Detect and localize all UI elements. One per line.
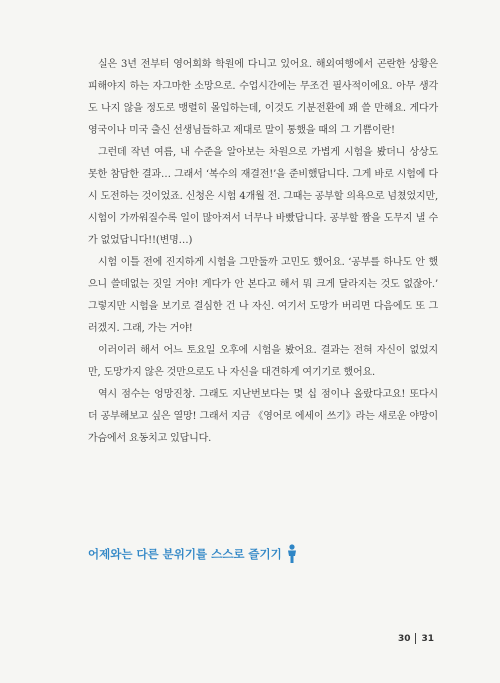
body-text bbox=[88, 54, 438, 450]
page-number-divider bbox=[415, 633, 416, 644]
paragraph-4: 이러이러 해서 어느 토요일 오후에 시험을 봤어요. 결과는 전혀 자신이 없었지만, 도망가지 않은 것만으로도 나 자신을 대견하게 여기기로 했어요. bbox=[88, 345, 438, 378]
page-number-footer bbox=[398, 633, 434, 644]
section-heading-text: 어제와는 다른 분위기를 스스로 즐기기 bbox=[88, 547, 282, 561]
paragraph-3: 시험 이틀 전에 진지하게 시험을 그만둘까 고민도 했어요. ‘공부를 하나도 안 했으니 쓸데없는 짓일 거야! 게다가 안 본다고 해서 뭐 크게 달라지는 것도 없잖아.’ 그렇지만 시험을 보기로 결심한 건 나 자신. 여기서 도망가 버리면 다음에도 또 그러겠지. 그래, 가는 거야! bbox=[88, 257, 438, 334]
paragraph-2: 그런데 작년 여름, 내 수준을 알아보는 차원으로 가볍게 시험을 봤더니 상상도 못한 참담한 결과… 그래서 ‘복수의 재결전!’을 준비했답니다. 그게 바로 시험에 다시 도전하는 것이었죠. 신청은 시험 4개월 전. 그때는 공부할 의욕으로 넘쳤었지만, 시험이 가까워질수록 일이 많아져서 너무나 바빴답니다. 공부할 짬을 도무지 낼 수가 없었답니다!!(변명…) bbox=[88, 147, 438, 246]
paragraph-5: 역시 점수는 엉망진창. 그래도 지난번보다는 몇 십 점이나 올랐다고요! 또다시 더 공부해보고 싶은 열망! 그래서 지금 《영어로 에세이 쓰기》라는 새로운 야망이 가슴에서 요동치고 있답니다. bbox=[88, 389, 438, 444]
person-icon bbox=[286, 544, 298, 564]
page-number-right: 31 bbox=[421, 633, 434, 644]
section-heading bbox=[88, 544, 298, 564]
page-number-left: 30 bbox=[397, 633, 411, 644]
paragraph-1: 실은 3년 전부터 영어회화 학원에 다니고 있어요. 해외여행에서 곤란한 상황은 피해야지 하는 자그마한 소망으로. 수업시간에는 무조건 필사적이에요. 아무 생각도 나지 않을 정도로 맹렬히 몰입하는데, 이것도 기분전환에 꽤 쓸 만해요. 게다가 영국이나 미국 출신 선생님들하고 제대로 말이 통했을 때의 그 기쁨이란! bbox=[88, 59, 438, 136]
